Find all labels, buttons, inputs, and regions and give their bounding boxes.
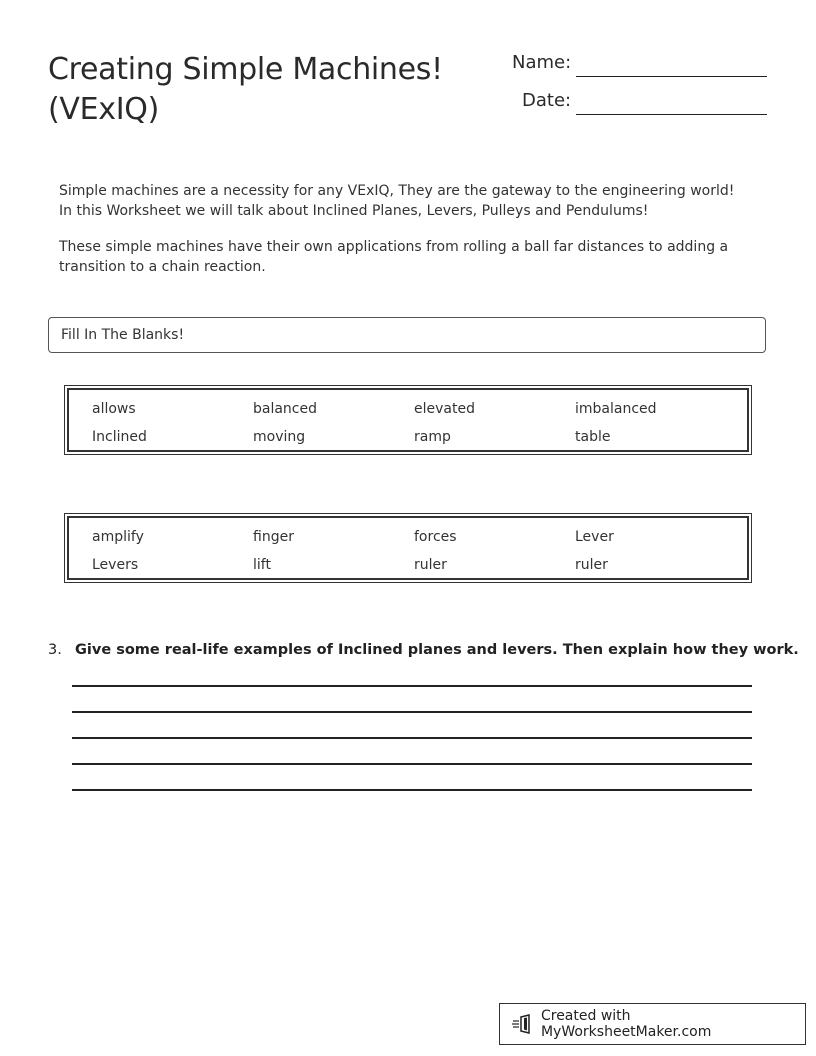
question-text: Give some real-life examples of Inclined planes and levers. Then explain how they work. xyxy=(75,642,799,658)
intro-paragraph-2: These simple machines have their own applications from rolling a ball far distances to adding a transition to a chain reaction. xyxy=(59,239,729,275)
word-bank-word: balanced xyxy=(253,401,318,417)
intro-text xyxy=(59,182,759,294)
word-bank-word: elevated xyxy=(414,401,475,417)
intro-line-1: Simple machines are a necessity for any VExIQ, They are the gateway to the engineering world! xyxy=(59,183,735,199)
word-bank-1 xyxy=(64,385,752,455)
word-bank-word: moving xyxy=(253,429,306,445)
word-bank-word: amplify xyxy=(92,529,144,545)
worksheet-maker-logo-icon xyxy=(512,1014,534,1034)
title-line-1: Creating Simple Machines! xyxy=(48,52,443,87)
answer-line[interactable] xyxy=(72,763,752,765)
name-label: Name: xyxy=(512,52,572,73)
word-bank-word: finger xyxy=(253,529,294,545)
question-number: 3. xyxy=(48,642,62,658)
intro-paragraph-1 xyxy=(59,182,759,221)
title-line-2: (VExIQ) xyxy=(48,92,160,127)
name-field[interactable] xyxy=(576,76,767,77)
word-bank-word: Lever xyxy=(575,529,614,545)
word-bank-word: Levers xyxy=(92,557,139,573)
word-bank-2 xyxy=(64,513,752,583)
page-title xyxy=(48,50,443,130)
footer-badge[interactable] xyxy=(499,1003,806,1045)
answer-line[interactable] xyxy=(72,737,752,739)
footer-text: Created with MyWorksheetMaker.com xyxy=(540,1008,712,1040)
word-bank-word: forces xyxy=(414,529,457,545)
intro-line-2: In this Worksheet we will talk about Inclined Planes, Levers, Pulleys and Pendulums! xyxy=(59,202,649,219)
word-bank-word: allows xyxy=(92,401,136,417)
date-field[interactable] xyxy=(576,114,767,115)
section-header-box xyxy=(48,317,766,353)
word-bank-word: ruler xyxy=(414,557,447,573)
answer-line[interactable] xyxy=(72,685,752,687)
question-3 xyxy=(48,642,799,658)
word-bank-word: ramp xyxy=(414,429,451,445)
word-bank-word: ruler xyxy=(575,557,608,573)
word-bank-word: lift xyxy=(253,557,271,573)
word-bank-word: table xyxy=(575,429,611,445)
section-title: Fill In The Blanks! xyxy=(61,327,185,343)
word-bank-word: Inclined xyxy=(92,429,147,445)
answer-line[interactable] xyxy=(72,789,752,791)
date-label: Date: xyxy=(522,90,572,111)
answer-line[interactable] xyxy=(72,711,752,713)
word-bank-word: imbalanced xyxy=(575,401,657,417)
